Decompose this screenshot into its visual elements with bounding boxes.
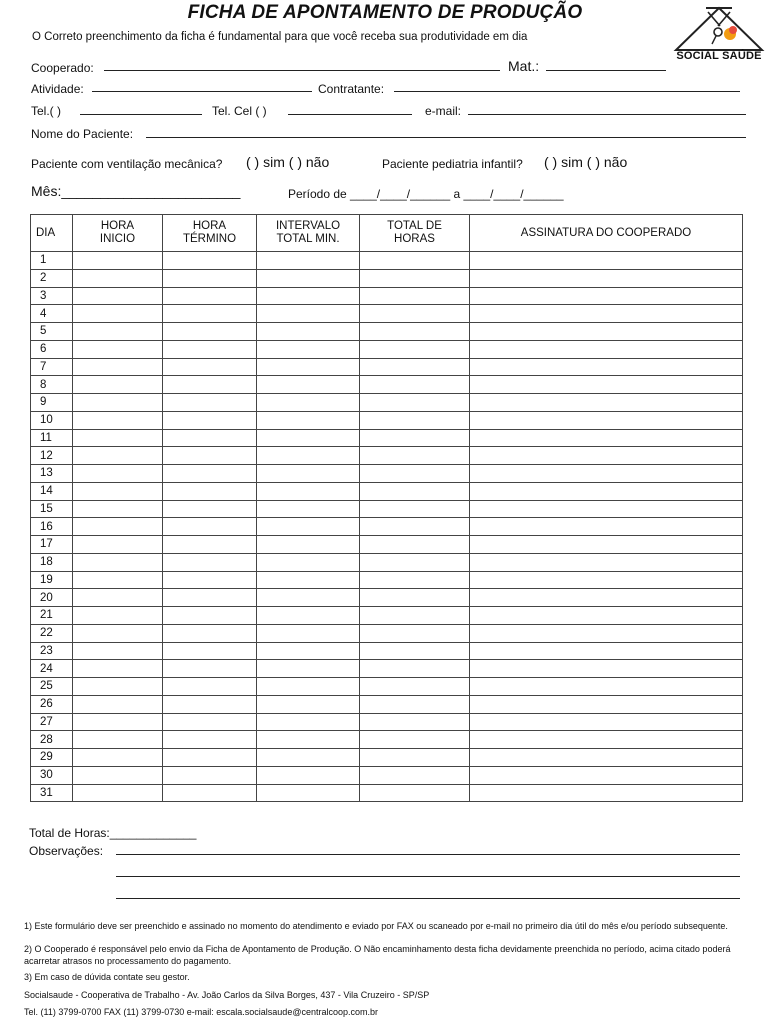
intervalo-cell[interactable] [257, 536, 360, 554]
hora-termino-cell[interactable] [163, 571, 257, 589]
assinatura-cell[interactable] [470, 589, 743, 607]
logo-text: SOCIAL SAÚDE [676, 50, 762, 62]
assinatura-cell[interactable] [470, 447, 743, 465]
assinatura-cell[interactable] [470, 482, 743, 500]
observacoes-line[interactable] [116, 854, 740, 855]
assinatura-cell[interactable] [470, 678, 743, 696]
table-row [31, 447, 743, 465]
hora-termino-cell[interactable] [163, 642, 257, 660]
total-horas-cell[interactable] [360, 624, 470, 642]
table-row [31, 660, 743, 678]
assinatura-cell[interactable] [470, 624, 743, 642]
hora-inicio-cell[interactable] [73, 376, 163, 394]
table-row [31, 358, 743, 376]
hora-termino-cell[interactable] [163, 731, 257, 749]
hora-termino-cell[interactable] [163, 340, 257, 358]
assinatura-cell[interactable] [470, 323, 743, 341]
contratante-label: Contratante: [318, 82, 385, 96]
hora-termino-cell[interactable] [163, 358, 257, 376]
total-horas-cell[interactable] [360, 518, 470, 536]
day-number: 19 [31, 571, 73, 589]
day-number: 5 [31, 323, 73, 341]
assinatura-cell[interactable] [470, 607, 743, 625]
assinatura-cell[interactable] [470, 518, 743, 536]
assinatura-cell[interactable] [470, 394, 743, 412]
footer-address: Socialsaude - Cooperativa de Trabalho - Av. João Carlos da Silva Borges, 437 - Vila Cruzeiro - SP/SP [24, 990, 430, 1000]
intervalo-cell[interactable] [257, 500, 360, 518]
hora-termino-cell[interactable] [163, 766, 257, 784]
assinatura-cell[interactable] [470, 411, 743, 429]
intervalo-cell[interactable] [257, 766, 360, 784]
intervalo-cell[interactable] [257, 252, 360, 270]
total-horas-cell[interactable] [360, 447, 470, 465]
assinatura-cell[interactable] [470, 465, 743, 483]
table-row [31, 252, 743, 270]
day-number: 25 [31, 678, 73, 696]
intervalo-cell[interactable] [257, 376, 360, 394]
assinatura-cell[interactable] [470, 571, 743, 589]
hora-inicio-cell[interactable] [73, 624, 163, 642]
table-row [31, 376, 743, 394]
email-label: e-mail: [425, 104, 462, 118]
assinatura-cell[interactable] [470, 305, 743, 323]
total-horas-cell[interactable] [360, 323, 470, 341]
hora-inicio-cell[interactable] [73, 411, 163, 429]
hora-inicio-cell[interactable] [73, 784, 163, 802]
intervalo-cell[interactable] [257, 784, 360, 802]
day-number: 22 [31, 624, 73, 642]
day-number: 2 [31, 269, 73, 287]
total-horas-cell[interactable] [360, 429, 470, 447]
day-number: 3 [31, 287, 73, 305]
production-table [30, 214, 743, 802]
hora-termino-cell[interactable] [163, 553, 257, 571]
total-horas-cell[interactable] [360, 784, 470, 802]
day-number: 30 [31, 766, 73, 784]
day-number: 14 [31, 482, 73, 500]
total-horas-cell[interactable] [360, 482, 470, 500]
hora-termino-cell[interactable] [163, 287, 257, 305]
assinatura-cell[interactable] [470, 731, 743, 749]
observacoes-label: Observações: [29, 844, 104, 858]
hora-termino-cell[interactable] [163, 678, 257, 696]
intervalo-cell[interactable] [257, 642, 360, 660]
intervalo-cell[interactable] [257, 731, 360, 749]
day-number: 10 [31, 411, 73, 429]
assinatura-cell[interactable] [470, 642, 743, 660]
table-row [31, 713, 743, 731]
mat-label: Mat.: [508, 58, 540, 74]
hora-termino-cell[interactable] [163, 500, 257, 518]
intervalo-cell[interactable] [257, 482, 360, 500]
table-row [31, 465, 743, 483]
tel-cel-label: Tel. Cel ( ) [212, 104, 267, 118]
intervalo-cell[interactable] [257, 323, 360, 341]
hora-termino-cell[interactable] [163, 394, 257, 412]
dia-header: DIA [31, 215, 73, 252]
assinatura-cell[interactable] [470, 536, 743, 554]
tel-field[interactable] [80, 114, 202, 115]
email-field[interactable] [468, 114, 746, 115]
observacoes-line[interactable] [116, 876, 740, 877]
hora-inicio-cell[interactable] [73, 269, 163, 287]
hora-inicio-cell[interactable] [73, 589, 163, 607]
hora-termino-cell[interactable] [163, 624, 257, 642]
table-row [31, 553, 743, 571]
table-row [31, 766, 743, 784]
table-row [31, 695, 743, 713]
table-row [31, 749, 743, 767]
intervalo-cell[interactable] [257, 571, 360, 589]
intervalo-cell[interactable] [257, 607, 360, 625]
day-number: 11 [31, 429, 73, 447]
intervalo-cell[interactable] [257, 553, 360, 571]
total-horas-cell[interactable] [360, 269, 470, 287]
table-row [31, 394, 743, 412]
total-horas-cell[interactable] [360, 607, 470, 625]
table-row [31, 500, 743, 518]
day-number: 1 [31, 252, 73, 270]
footer-note-2: 2) O Cooperado é responsável pelo envio da Ficha de Apontamento de Produção. O Não encaminhamento desta ficha devidamente preenchida no período, acima citado poderá acarretar atrasos no processamento do pagamento. [24, 944, 731, 966]
total-horas-cell[interactable] [360, 553, 470, 571]
hora-inicio-cell[interactable] [73, 465, 163, 483]
assinatura-cell[interactable] [470, 500, 743, 518]
hora-termino-cell[interactable] [163, 482, 257, 500]
assinatura-cell[interactable] [470, 429, 743, 447]
hora-termino-cell[interactable] [163, 269, 257, 287]
hora-inicio-cell[interactable] [73, 766, 163, 784]
total-horas-cell[interactable] [360, 766, 470, 784]
assinatura-cell[interactable] [470, 660, 743, 678]
day-number: 16 [31, 518, 73, 536]
total-horas-cell[interactable] [360, 394, 470, 412]
atividade-label: Atividade: [31, 82, 84, 96]
total-horas-cell[interactable] [360, 749, 470, 767]
day-number: 31 [31, 784, 73, 802]
assinatura-cell[interactable] [470, 553, 743, 571]
total-horas-cell[interactable] [360, 695, 470, 713]
hora-termino-cell[interactable] [163, 429, 257, 447]
observacoes-line[interactable] [116, 898, 740, 899]
intervalo-cell[interactable] [257, 287, 360, 305]
total-horas-label[interactable]: Total de Horas:_____________ [29, 826, 197, 840]
total-horas-cell[interactable] [360, 642, 470, 660]
hora-termino-cell[interactable] [163, 323, 257, 341]
assinatura-header: ASSINATURA DO COOPERADO [470, 215, 743, 252]
total-horas-cell[interactable] [360, 731, 470, 749]
total-horas-cell[interactable] [360, 287, 470, 305]
hora-inicio-cell[interactable] [73, 287, 163, 305]
hora-inicio-cell[interactable] [73, 500, 163, 518]
total-horas-cell[interactable] [360, 411, 470, 429]
day-number: 13 [31, 465, 73, 483]
hora-inicio-cell[interactable] [73, 607, 163, 625]
assinatura-cell[interactable] [470, 376, 743, 394]
total-horas-cell[interactable] [360, 589, 470, 607]
hora-termino-cell[interactable] [163, 589, 257, 607]
intervalo-cell[interactable] [257, 358, 360, 376]
total-horas-cell[interactable] [360, 376, 470, 394]
day-number: 20 [31, 589, 73, 607]
intervalo-cell[interactable] [257, 394, 360, 412]
tel-cel-field[interactable] [288, 114, 412, 115]
total-horas-cell[interactable] [360, 660, 470, 678]
total-horas-cell[interactable] [360, 465, 470, 483]
intervalo-cell[interactable] [257, 589, 360, 607]
hora-inicio-cell[interactable] [73, 678, 163, 696]
intervalo-cell[interactable] [257, 411, 360, 429]
hora-inicio-cell[interactable] [73, 713, 163, 731]
assinatura-cell[interactable] [470, 358, 743, 376]
total-horas-cell[interactable] [360, 358, 470, 376]
table-row [31, 642, 743, 660]
hora-termino-cell[interactable] [163, 749, 257, 767]
assinatura-cell[interactable] [470, 287, 743, 305]
contratante-field[interactable] [394, 91, 740, 92]
nome-paciente-field[interactable] [146, 137, 746, 138]
mes-label[interactable]: Mês:_______________________ [31, 183, 241, 199]
table-row [31, 429, 743, 447]
total-horas-header: TOTAL DE HORAS [360, 215, 470, 252]
table-row [31, 287, 743, 305]
total-horas-cell[interactable] [360, 500, 470, 518]
table-body [31, 252, 743, 802]
hora-termino-cell[interactable] [163, 713, 257, 731]
day-number: 9 [31, 394, 73, 412]
table-row [31, 678, 743, 696]
table-row [31, 340, 743, 358]
hora-termino-cell[interactable] [163, 536, 257, 554]
hora-termino-cell[interactable] [163, 447, 257, 465]
day-number: 28 [31, 731, 73, 749]
hora-termino-cell[interactable] [163, 660, 257, 678]
intervalo-cell[interactable] [257, 749, 360, 767]
hora-termino-cell[interactable] [163, 376, 257, 394]
day-number: 23 [31, 642, 73, 660]
intervalo-cell[interactable] [257, 429, 360, 447]
atividade-field[interactable] [92, 91, 312, 92]
day-number: 6 [31, 340, 73, 358]
total-horas-cell[interactable] [360, 536, 470, 554]
hora-termino-cell[interactable] [163, 695, 257, 713]
hora-inicio-cell[interactable] [73, 695, 163, 713]
hora-inicio-cell[interactable] [73, 252, 163, 270]
footer-note-1: 1) Este formulário deve ser preenchido e assinado no momento do atendimento e eviado por FAX ou scaneado por e-mail no primeiro dia útil do mês e/ou período subsequente. [24, 921, 728, 931]
form-title: FICHA DE APONTAMENTO DE PRODUÇÃO [187, 2, 583, 23]
assinatura-cell[interactable] [470, 695, 743, 713]
hora-inicio-cell[interactable] [73, 340, 163, 358]
hora-inicio-cell[interactable] [73, 394, 163, 412]
intervalo-cell[interactable] [257, 624, 360, 642]
assinatura-cell[interactable] [470, 766, 743, 784]
intervalo-cell[interactable] [257, 660, 360, 678]
hora-inicio-cell[interactable] [73, 660, 163, 678]
table-row [31, 589, 743, 607]
hora-termino-cell[interactable] [163, 305, 257, 323]
table-row [31, 731, 743, 749]
day-number: 26 [31, 695, 73, 713]
pediatria-label: Paciente pediatria infantil? [382, 157, 523, 171]
day-number: 12 [31, 447, 73, 465]
periodo-label[interactable]: Período de ____/____/______ a ____/____/______ [288, 187, 564, 201]
hora-termino-cell[interactable] [163, 411, 257, 429]
table-row [31, 305, 743, 323]
table-row [31, 411, 743, 429]
footer-contact: Tel. (11) 3799-0700 FAX (11) 3799-0730 e-mail: escala.socialsaude@centralcoop.com.br [24, 1007, 378, 1017]
intervalo-cell[interactable] [257, 518, 360, 536]
day-number: 27 [31, 713, 73, 731]
hora-termino-cell[interactable] [163, 518, 257, 536]
hora-inicio-cell[interactable] [73, 731, 163, 749]
assinatura-cell[interactable] [470, 749, 743, 767]
table-row [31, 624, 743, 642]
hora-inicio-cell[interactable] [73, 323, 163, 341]
intervalo-cell[interactable] [257, 447, 360, 465]
hora-termino-header: HORA TÉRMINO [163, 215, 257, 252]
table-row [31, 518, 743, 536]
day-number: 21 [31, 607, 73, 625]
intervalo-cell[interactable] [257, 305, 360, 323]
day-number: 7 [31, 358, 73, 376]
day-number: 8 [31, 376, 73, 394]
hora-termino-cell[interactable] [163, 252, 257, 270]
intervalo-cell[interactable] [257, 269, 360, 287]
assinatura-cell[interactable] [470, 269, 743, 287]
day-number: 24 [31, 660, 73, 678]
hora-inicio-cell[interactable] [73, 305, 163, 323]
nome-paciente-label: Nome do Paciente: [31, 127, 134, 141]
intervalo-cell[interactable] [257, 713, 360, 731]
total-horas-cell[interactable] [360, 252, 470, 270]
cooperado-label: Cooperado: [31, 61, 94, 75]
day-number: 4 [31, 305, 73, 323]
hora-termino-cell[interactable] [163, 465, 257, 483]
cooperado-field[interactable] [104, 70, 500, 71]
hora-inicio-cell[interactable] [73, 571, 163, 589]
total-horas-cell[interactable] [360, 305, 470, 323]
intervalo-cell[interactable] [257, 695, 360, 713]
table-row [31, 784, 743, 802]
hora-termino-cell[interactable] [163, 784, 257, 802]
intervalo-header: INTERVALO TOTAL MIN. [257, 215, 360, 252]
hora-inicio-cell[interactable] [73, 429, 163, 447]
day-number: 18 [31, 553, 73, 571]
table-row [31, 571, 743, 589]
hora-inicio-cell[interactable] [73, 518, 163, 536]
hora-inicio-cell[interactable] [73, 482, 163, 500]
table-row [31, 482, 743, 500]
tel-label: Tel.( ) [31, 104, 61, 118]
hora-inicio-cell[interactable] [73, 358, 163, 376]
form-subtitle: O Correto preenchimento da ficha é fundamental para que você receba sua produtividade em dia [32, 31, 528, 43]
table-row [31, 607, 743, 625]
footer-note-3: 3) Em caso de dúvida contate seu gestor. [24, 972, 190, 982]
total-horas-cell[interactable] [360, 571, 470, 589]
total-horas-cell[interactable] [360, 678, 470, 696]
assinatura-cell[interactable] [470, 784, 743, 802]
hora-inicio-header: HORA INICIO [73, 215, 163, 252]
ventilacao-label: Paciente com ventilação mecânica? [31, 157, 223, 171]
intervalo-cell[interactable] [257, 678, 360, 696]
pediatria-options[interactable]: ( ) sim ( ) não [544, 154, 628, 170]
day-number: 29 [31, 749, 73, 767]
day-number: 17 [31, 536, 73, 554]
hora-inicio-cell[interactable] [73, 642, 163, 660]
mat-field[interactable] [546, 70, 666, 71]
assinatura-cell[interactable] [470, 252, 743, 270]
table-row [31, 269, 743, 287]
hora-inicio-cell[interactable] [73, 749, 163, 767]
table-row [31, 323, 743, 341]
table-row [31, 536, 743, 554]
hora-inicio-cell[interactable] [73, 536, 163, 554]
hora-termino-cell[interactable] [163, 607, 257, 625]
intervalo-cell[interactable] [257, 340, 360, 358]
total-horas-cell[interactable] [360, 340, 470, 358]
hora-inicio-cell[interactable] [73, 553, 163, 571]
table-header-row [31, 215, 743, 252]
intervalo-cell[interactable] [257, 465, 360, 483]
day-number: 15 [31, 500, 73, 518]
total-horas-cell[interactable] [360, 713, 470, 731]
hora-inicio-cell[interactable] [73, 447, 163, 465]
assinatura-cell[interactable] [470, 713, 743, 731]
ventilacao-options[interactable]: ( ) sim ( ) não [246, 154, 330, 170]
assinatura-cell[interactable] [470, 340, 743, 358]
